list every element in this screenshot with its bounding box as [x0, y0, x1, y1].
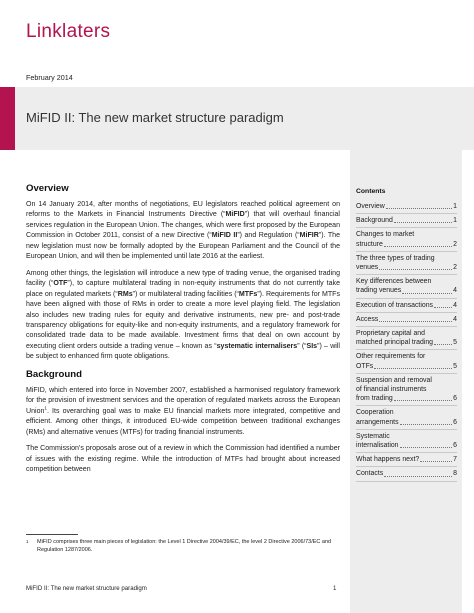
toc-item-label: arrangements — [356, 418, 399, 426]
toc-leader-dots — [434, 344, 452, 345]
toc-item-page: 8 — [453, 470, 457, 478]
toc-item-label: What happens next? — [356, 456, 420, 464]
contents-list — [356, 200, 457, 482]
footnote-reference[interactable]: 1 — [44, 405, 47, 411]
footnote-divider — [26, 534, 78, 535]
page-title: MiFID II: The new market structure paradigm — [26, 110, 284, 125]
contents-sidebar — [350, 150, 462, 613]
toc-leader-dots — [394, 222, 452, 223]
toc-item-page: 4 — [453, 315, 457, 323]
toc-item-page: 4 — [453, 301, 457, 309]
title-band — [0, 87, 474, 150]
toc-item-label: trading venues — [356, 287, 402, 295]
toc-leader-dots — [379, 269, 452, 270]
toc-item[interactable] — [356, 327, 457, 350]
toc-item-label: Systematic — [356, 432, 390, 440]
toc-item[interactable] — [356, 228, 457, 251]
linklaters-logo: Linklaters — [26, 21, 111, 42]
toc-item-label: Contacts — [356, 470, 384, 478]
toc-item-label: Execution of transactions — [356, 301, 433, 309]
toc-item-page: 6 — [453, 418, 457, 426]
toc-item-label: matched principal trading — [356, 339, 433, 347]
toc-item-page: 2 — [453, 240, 457, 248]
toc-leader-dots — [400, 447, 453, 448]
toc-item-page: 4 — [453, 287, 457, 295]
toc-item[interactable] — [356, 275, 457, 298]
toc-item-page: 5 — [453, 339, 457, 347]
toc-item-label: Cooperation — [356, 409, 394, 417]
toc-item-page: 7 — [453, 456, 457, 464]
main-content — [26, 183, 340, 481]
toc-leader-dots — [420, 461, 452, 462]
background-heading: Background — [26, 368, 82, 380]
toc-leader-dots — [374, 368, 452, 369]
toc-item-label: The three types of trading — [356, 254, 435, 262]
toc-item-label: Other requirements for — [356, 353, 426, 361]
toc-item[interactable] — [356, 252, 457, 275]
footer-title: MiFID II: The new market structure paradigm — [26, 585, 147, 592]
toc-leader-dots — [386, 208, 452, 209]
toc-item[interactable] — [356, 430, 457, 453]
toc-item-label: OTFs — [356, 362, 374, 370]
toc-item[interactable] — [356, 214, 457, 228]
overview-paragraph-1: On 14 January 2014, after months of negotiations, EU legislators reached political agreement on reforms to the Markets in Financial Instruments Directive (“MiFID”) that will overhaul financial services regulation in the European Union. The changes, which were first proposed by the European Commission in October 2011, consist of a new Directive (“MiFID II”) and Regulation (“MiFIR”). The new legislation must now be formally adopted by the European Parliament and the Council of the European Union, and will then be implemented until late 2016 at the earliest. — [26, 201, 341, 261]
footnote — [26, 539, 342, 554]
title-accent-bar — [0, 87, 15, 150]
toc-item-label: of financial instruments — [356, 386, 427, 394]
toc-leader-dots — [384, 246, 452, 247]
toc-item-label: Access — [356, 315, 379, 323]
footnote-text: MiFID comprises three main pieces of legislation: the Level 1 Directive 2004/39/EC, the level 2 Directive 2006/73/EC and Regulation 1287/2006. — [37, 539, 332, 553]
toc-item-page: 6 — [453, 442, 457, 450]
publication-date: February 2014 — [26, 73, 73, 82]
toc-item-label: Suspension and removal — [356, 376, 432, 384]
toc-leader-dots — [400, 424, 453, 425]
toc-item[interactable] — [356, 467, 457, 481]
toc-item-page: 5 — [453, 362, 457, 370]
background-paragraph-2: The Commission’s proposals arose out of a review in which the Commission had identified a number of issues with the existing regime. While the introduction of MTFs had brought about increased competition between — [26, 445, 340, 473]
toc-item[interactable] — [356, 299, 457, 313]
toc-item-label: Proprietary capital and — [356, 330, 425, 338]
toc-item-page: 1 — [453, 217, 457, 225]
background-p1-text: MiFID, which entered into force in November 2007, established a harmonised regulatory framework for the provision of investment services and the operation of regulated markets across the European Union — [26, 386, 340, 415]
toc-item-page: 2 — [453, 264, 457, 272]
toc-item[interactable] — [356, 406, 457, 429]
toc-item-label: internalisation — [356, 442, 399, 450]
footnote-number: 1 — [26, 539, 29, 544]
overview-heading: Overview — [26, 183, 69, 194]
toc-item-label: Key differences between — [356, 278, 432, 286]
toc-leader-dots — [434, 307, 452, 308]
toc-item-page: 1 — [453, 203, 457, 210]
overview-paragraph-2: Among other things, the legislation will introduce a new type of trading venue, the organised trading facility (“OTF”), to capture multilateral trading in non-equity instruments that do not currently take place on regulated markets (“RMs”) or multilateral trading facilities (“MTFs”). Requirements for MTFs have been aligned with those of RMs in order to create a more level playing field. The legislation also includes new trading rules for equity and derivative instruments, new pre- and post-trade transparency obligations for equity-like and non-equity instruments, and a regulatory framework for consolidated trade data to be made available. Investment firms that deal on own account by executing client orders outside a trading venue – known as “systematic internalisers” (“SIs”) – will be subject to enhanced firm quote obligations. — [26, 269, 341, 361]
background-paragraph-1 — [26, 386, 340, 438]
toc-item-label: Overview — [356, 203, 385, 210]
background-p1-tail: . Its overarching goal was to make EU financial markets more integrated, competitive and efficient. Among other things, it introduced EU-wide competition between traditional exchanges (RMs) and alternative venues (MTFs) for trading financial instruments. — [26, 407, 340, 436]
contents-title: Contents — [356, 188, 386, 195]
toc-item[interactable] — [356, 313, 457, 327]
toc-item-label: Background — [356, 217, 393, 225]
toc-item[interactable] — [356, 453, 457, 467]
toc-leader-dots — [384, 476, 452, 477]
page-number: 1 — [333, 585, 337, 592]
toc-item-page: 6 — [453, 395, 457, 403]
toc-item-label: Changes to market — [356, 231, 415, 239]
toc-item[interactable] — [356, 350, 457, 373]
toc-item-label: venues — [356, 264, 379, 272]
toc-item[interactable] — [356, 200, 457, 214]
toc-item-label: from trading — [356, 395, 393, 403]
toc-leader-dots — [379, 321, 452, 322]
toc-leader-dots — [402, 293, 452, 294]
toc-leader-dots — [394, 400, 452, 401]
toc-item-label: structure — [356, 240, 383, 248]
toc-item[interactable] — [356, 374, 457, 407]
